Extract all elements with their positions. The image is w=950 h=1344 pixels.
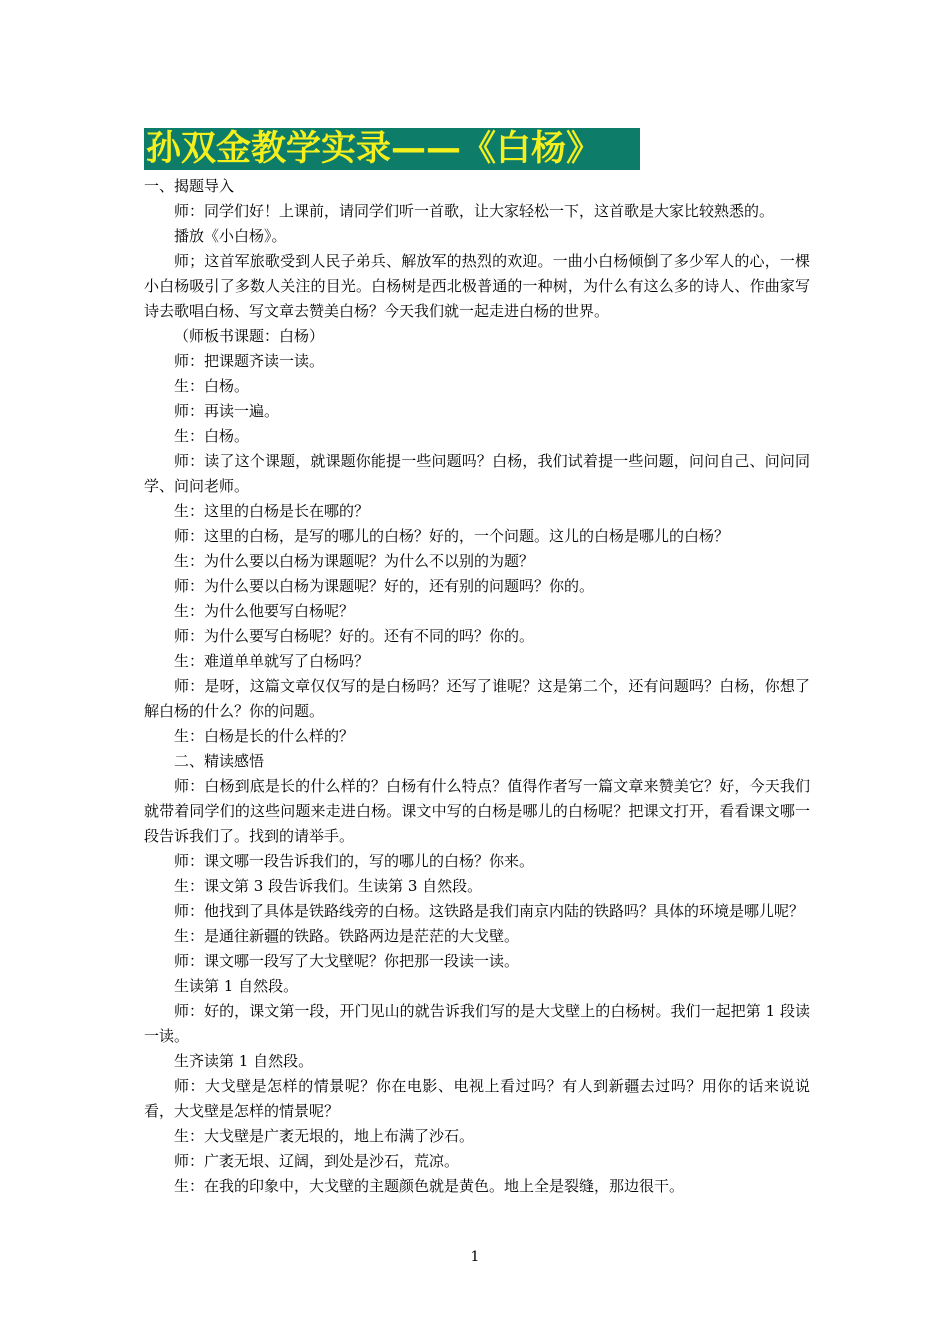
body-paragraph: 师；这首军旅歌受到人民子弟兵、解放军的热烈的欢迎。一曲小白杨倾倒了多少军人的心，一棵小白杨吸引了多数人关注的目光。白杨树是西北极普通的一种树，为什么有这么多的诗人、作曲家写诗去歌唱白杨、写文章去赞美白杨？今天我们就一起走进白杨的世界。 bbox=[144, 252, 810, 320]
body-paragraph: 师：大戈壁是怎样的情景呢？你在电影、电视上看过吗？有人到新疆去过吗？用你的话来说说看，大戈壁是怎样的情景呢？ bbox=[144, 1077, 810, 1120]
body-paragraph: 师：读了这个课题，就课题你能提一些问题吗？白杨，我们试着提一些问题，问问自己、问问同学、问问老师。 bbox=[144, 452, 810, 495]
body-paragraph: 生：为什么要以白杨为课题呢？为什么不以别的为题？ bbox=[174, 552, 535, 570]
body-paragraph: 师：课文哪一段告诉我们的，写的哪儿的白杨？你来。 bbox=[174, 852, 535, 870]
body-paragraph: 师：是呀，这篇文章仅仅写的是白杨吗？还写了谁呢？这是第二个，还有问题吗？白杨，你想了解白杨的什么？你的问题。 bbox=[144, 677, 810, 720]
body-paragraph: 师：白杨到底是长的什么样的？白杨有什么特点？值得作者写一篇文章来赞美它？好，今天我们就带着同学们的这些问题来走进白杨。课文中写的白杨是哪儿的白杨呢？把课文打开，看看课文哪一段告诉我们了。找到的请举手。 bbox=[144, 777, 810, 845]
body-paragraph: 生：大戈壁是广袤无垠的，地上布满了沙石。 bbox=[174, 1127, 475, 1145]
body-paragraph: 生：白杨。 bbox=[174, 377, 250, 395]
body-paragraph: 师：他找到了具体是铁路线旁的白杨。这铁路是我们南京内陆的铁路吗？具体的环境是哪儿呢？ bbox=[174, 902, 805, 920]
body-paragraph: 生齐读第 1 自然段。 bbox=[174, 1052, 314, 1070]
body-paragraph: 生：课文第 3 段告诉我们。生读第 3 自然段。 bbox=[174, 877, 483, 895]
body-paragraph: （师板书课题：白杨） bbox=[174, 327, 325, 345]
body-paragraph: 师：同学们好！上课前，请同学们听一首歌，让大家轻松一下，这首歌是大家比较熟悉的。 bbox=[174, 202, 775, 220]
body-paragraph: 师：为什么要以白杨为课题呢？好的，还有别的问题吗？你的。 bbox=[174, 577, 595, 595]
section-heading: 一、揭题导入 bbox=[144, 177, 235, 195]
body-paragraph: 生：在我的印象中，大戈壁的主题颜色就是黄色。地上全是裂缝，那边很干。 bbox=[174, 1177, 685, 1195]
body-paragraph: 播放《小白杨》。 bbox=[174, 227, 287, 245]
body-paragraph: 生：白杨是长的什么样的？ bbox=[174, 727, 355, 745]
body-paragraph: 师：再读一遍。 bbox=[174, 402, 280, 420]
body-paragraph: 生：是通往新疆的铁路。铁路两边是茫茫的大戈壁。 bbox=[174, 927, 520, 945]
document-title: 孙双金教学实录——《白杨》 bbox=[144, 128, 640, 170]
page-number: 1 bbox=[470, 1249, 480, 1265]
body-paragraph: 师：课文哪一段写了大戈壁呢？你把那一段读一读。 bbox=[174, 952, 520, 970]
body-paragraph: 师：好的，课文第一段，开门见山的就告诉我们写的是大戈壁上的白杨树。我们一起把第 1 段读一读。 bbox=[144, 1002, 810, 1045]
document-body bbox=[144, 174, 810, 1199]
body-paragraph: 师：把课题齐读一读。 bbox=[174, 352, 325, 370]
body-paragraph: 师：为什么要写白杨呢？好的。还有不同的吗？你的。 bbox=[174, 627, 535, 645]
body-paragraph: 生：白杨。 bbox=[174, 427, 250, 445]
body-paragraph: 生：为什么他要写白杨呢？ bbox=[174, 602, 355, 620]
body-paragraph: 生：难道单单就写了白杨吗？ bbox=[174, 652, 370, 670]
body-paragraph: 师：广袤无垠、辽阔，到处是沙石，荒凉。 bbox=[174, 1152, 460, 1170]
body-paragraph: 生：这里的白杨是长在哪的？ bbox=[174, 502, 370, 520]
section-heading: 二、精读感悟 bbox=[174, 752, 265, 770]
body-paragraph: 师：这里的白杨，是写的哪儿的白杨？好的，一个问题。这儿的白杨是哪儿的白杨？ bbox=[174, 527, 730, 545]
body-paragraph: 生读第 1 自然段。 bbox=[174, 977, 299, 995]
